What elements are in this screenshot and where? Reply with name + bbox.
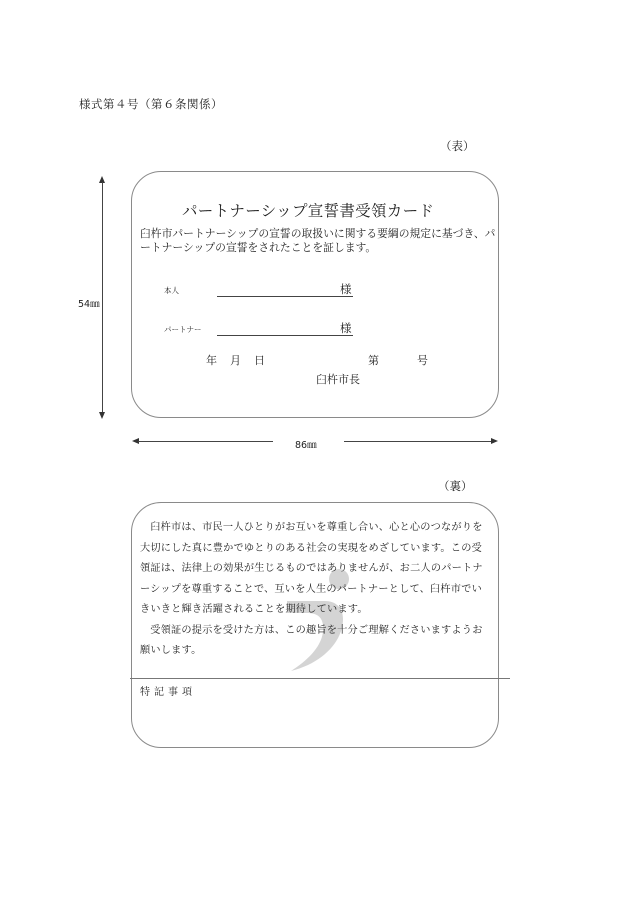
arrow-down-icon [99, 412, 105, 419]
partner-honorific: 様 [340, 321, 352, 335]
back-side-label: （裏） [438, 479, 473, 493]
partner-label: パートナー [164, 325, 202, 334]
front-card [131, 171, 499, 418]
back-message [140, 518, 492, 662]
arrow-right-icon [491, 438, 498, 444]
message-paragraph-2: 受領証の提示を受けた方は、この趣旨を十分ご理解くださいますようお願いします。 [140, 624, 483, 656]
date-year: 年 [206, 354, 217, 367]
remarks-divider [130, 678, 510, 679]
width-dimension-line-right [344, 441, 492, 442]
form-number: 様式第４号（第６条関係） [79, 97, 223, 111]
issuer: 臼杵市長 [316, 373, 360, 386]
number-suffix: 号 [417, 354, 428, 367]
number-prefix: 第 [368, 354, 379, 367]
message-paragraph-1: 臼杵市は、市民一人ひとりがお互いを尊重し合い、心と心のつながりを大切にした真に豊かでゆとりのある社会の実現をめざしています。この受領証は、法律上の効果が生じるものではありませんが、お二人のパートナーシップを尊重することで、互いを人生のパートナーとして、臼杵市でいきいきと輝き活躍されることを期待しています。 [140, 522, 483, 615]
back-card [131, 502, 499, 748]
partner-name-line [217, 335, 353, 336]
height-dimension-line [102, 182, 103, 414]
person-honorific: 様 [340, 282, 352, 296]
front-side-label: （表） [440, 139, 475, 153]
person-label: 本人 [164, 286, 179, 295]
remarks-label: 特記事項 [140, 687, 196, 698]
date-month: 月 [230, 354, 241, 367]
height-dimension-label: 54㎜ [78, 294, 100, 312]
width-dimension-label: 86㎜ [295, 440, 317, 451]
card-title: パートナーシップ宣誓書受領カード [182, 202, 435, 220]
card-description: 臼杵市パートナーシップの宣誓の取扱いに関する要綱の規定に基づき、パートナーシップの宣誓をされたことを証します。 [140, 227, 496, 254]
date-day: 日 [254, 354, 265, 367]
width-dimension-line-left [138, 441, 273, 442]
person-name-line [217, 296, 353, 297]
